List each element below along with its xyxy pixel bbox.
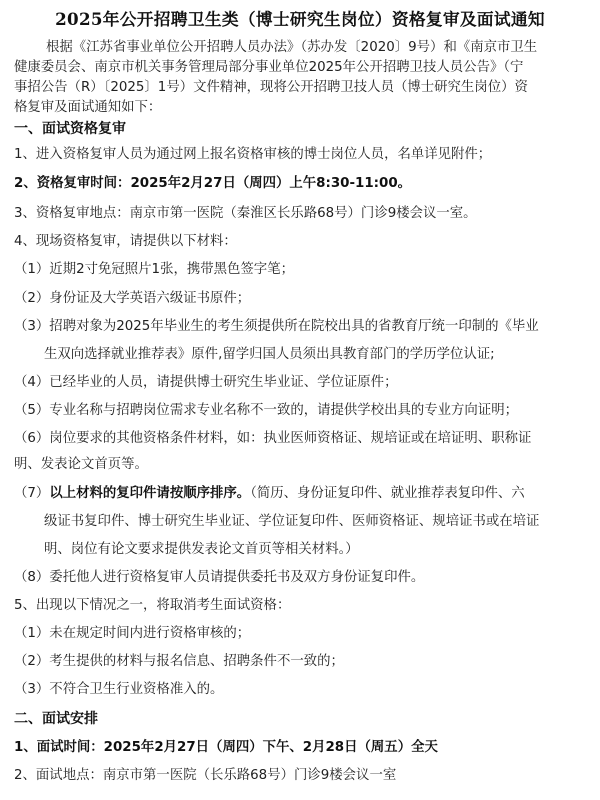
material-2: （2）身份证及大学英语六级证书原件；	[14, 291, 251, 306]
material-3-line-2: 生双向选择就业推荐表》原件,留学归国人员须出具教育部门的学历学位认证;	[44, 347, 495, 362]
material-3-line-1: （3）招聘对象为2025年毕业生的考生须提供所在院校出具的省教育厅统一印制的《毕业	[14, 319, 539, 334]
page-title: 2025年公开招聘卫生类（博士研究生岗位）资格复审及面试通知	[55, 9, 545, 29]
material-7-line-2: 级证书复印件、博士研究生毕业证、学位证复印件、医师资格证、规培证书或在培证	[44, 514, 540, 529]
section-1-item-5: 5、出现以下情况之一，将取消考生面试资格：	[14, 598, 291, 613]
material-7-line-3: 明、岗位有论文要求提供发表论文首页等相关材料。）	[44, 542, 359, 557]
intro-line-1: 根据《江苏省事业单位公开招聘人员办法》（苏办发〔2020〕9号）和《南京市卫生	[46, 40, 538, 55]
section-1-item-3: 3、资格复审地点：南京市第一医院（秦淮区长乐路68号）门诊9楼会议一室。	[14, 206, 477, 221]
material-7-line-1	[14, 484, 525, 504]
material-6-line-2: 明、发表论文首页等。	[14, 457, 148, 472]
section-1-heading: 一、面试资格复审	[14, 121, 126, 137]
intro-line-3: 事招公告（R）〔2025〕1号）文件精神，现将公开招聘卫技人员（博士研究生岗位）资	[14, 80, 528, 95]
section-2-item-1: 1、面试时间：2025年2月27日（周四）下午、2月28日（周五）全天	[14, 740, 438, 755]
material-4: （4）已经毕业的人员，请提供博士研究生毕业证、学位证原件；	[14, 375, 398, 390]
intro-line-2: 健康委员会、南京市机关事务管理局部分事业单位2025年公开招聘卫技人员公告》（宁	[14, 60, 524, 75]
material-5: （5）专业名称与招聘岗位需求专业名称不一致的，请提供学校出具的专业方向证明；	[14, 403, 518, 418]
section-1-item-2: 2、资格复审时间：2025年2月27日（周四）上午8:30-11:00。	[14, 176, 412, 191]
intro-line-4: 格复审及面试通知如下：	[14, 100, 162, 115]
material-1: （1）近期2寸免冠照片1张，携带黑色签字笔；	[14, 262, 294, 277]
cancel-condition-3: （3）不符合卫生行业资格准入的。	[14, 682, 224, 697]
section-1-item-4: 4、现场资格复审，请提供以下材料：	[14, 234, 237, 249]
material-7-list: （简历、身份证复印件、就业推荐表复印件、六	[250, 486, 525, 501]
cancel-condition-1: （1）未在规定时间内进行资格审核的；	[14, 626, 251, 641]
cancel-condition-2: （2）考生提供的材料与报名信息、招聘条件不一致的；	[14, 654, 344, 669]
section-2-heading: 二、面试安排	[14, 711, 98, 727]
material-7-prefix: （7）	[14, 486, 50, 501]
material-8: （8）委托他人进行资格复审人员请提供委托书及双方身份证复印件。	[14, 570, 425, 585]
section-1-item-1: 1、进入资格复审人员为通过网上报名资格审核的博士岗位人员，名单详见附件；	[14, 147, 492, 162]
material-6-line-1: （6）岗位要求的其他资格条件材料，如：执业医师资格证、规培证或在培证明、职称证	[14, 431, 532, 446]
section-2-item-2: 2、面试地点：南京市第一医院（长乐路68号）门诊9楼会议一室	[14, 768, 397, 783]
material-7-bold-note: 以上材料的复印件请按顺序排序。	[49, 486, 251, 501]
